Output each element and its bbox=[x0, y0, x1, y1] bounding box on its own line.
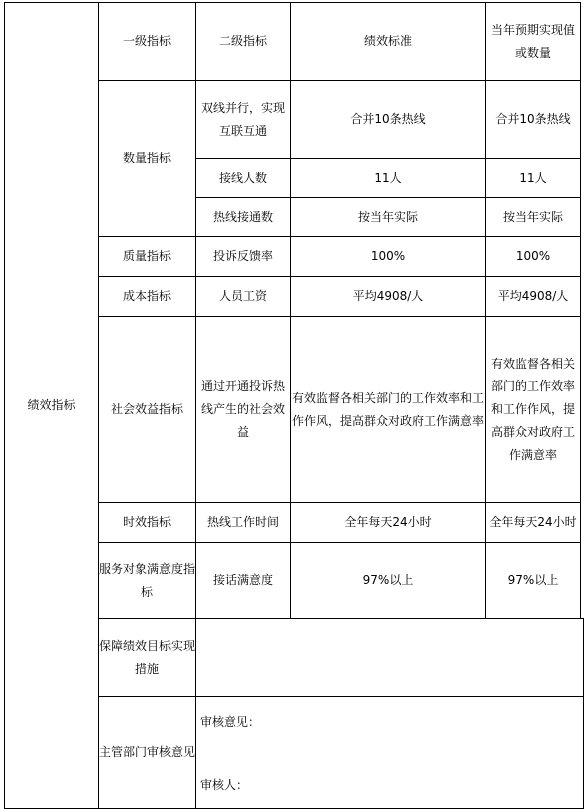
quantity-expected-2: 按当年实际 bbox=[486, 198, 581, 237]
review-label: 主管部门审核意见 bbox=[99, 697, 196, 809]
quantity-level2-0: 双线并行，实现互联互通 bbox=[196, 81, 291, 159]
header-expected: 当年预期实现值或数量 bbox=[486, 3, 581, 81]
section-label-performance: 绩效指标 bbox=[5, 3, 99, 809]
quantity-expected-0: 合并10条热线 bbox=[486, 81, 581, 159]
social-expected: 有效监督各相关部门的工作效率和工作作风，提高群众对政府工作满意率 bbox=[486, 317, 581, 503]
header-standard: 绩效标准 bbox=[291, 3, 486, 81]
satisfaction-label: 服务对象满意度指标 bbox=[99, 543, 196, 619]
review-opinion-label: 审核意见： bbox=[200, 715, 261, 729]
quantity-label: 数量指标 bbox=[99, 81, 196, 237]
header-level2: 二级指标 bbox=[196, 3, 291, 81]
quantity-standard-1: 11人 bbox=[291, 159, 486, 198]
satisfaction-expected: 97%以上 bbox=[486, 543, 581, 619]
guarantee-label: 保障绩效目标实现措施 bbox=[99, 619, 196, 697]
guarantee-content bbox=[196, 619, 584, 697]
quality-standard: 100% bbox=[291, 237, 486, 277]
cost-label: 成本指标 bbox=[99, 277, 196, 317]
quality-label: 质量指标 bbox=[99, 237, 196, 277]
table-header-row bbox=[5, 3, 584, 81]
satisfaction-level2: 接话满意度 bbox=[196, 543, 291, 619]
social-label: 社会效益指标 bbox=[99, 317, 196, 503]
quantity-level2-1: 接线人数 bbox=[196, 159, 291, 198]
review-content bbox=[196, 697, 584, 809]
timeliness-standard: 全年每天24小时 bbox=[291, 503, 486, 543]
timeliness-expected: 全年每天24小时 bbox=[486, 503, 581, 543]
social-level2: 通过开通投诉热线产生的社会效益 bbox=[196, 317, 291, 503]
quantity-expected-1: 11人 bbox=[486, 159, 581, 198]
quantity-standard-2: 按当年实际 bbox=[291, 198, 486, 237]
satisfaction-standard: 97%以上 bbox=[291, 543, 486, 619]
timeliness-level2: 热线工作时间 bbox=[196, 503, 291, 543]
quality-level2: 投诉反馈率 bbox=[196, 237, 291, 277]
quality-expected: 100% bbox=[486, 237, 581, 277]
reviewer-label: 审核人： bbox=[200, 778, 249, 793]
performance-table bbox=[4, 2, 584, 809]
cost-level2: 人员工资 bbox=[196, 277, 291, 317]
cost-standard: 平均4908/人 bbox=[291, 277, 486, 317]
cost-expected: 平均4908/人 bbox=[486, 277, 581, 317]
quantity-standard-0: 合并10条热线 bbox=[291, 81, 486, 159]
timeliness-label: 时效指标 bbox=[99, 503, 196, 543]
social-standard: 有效监督各相关部门的工作效率和工作作风，提高群众对政府工作满意率 bbox=[291, 317, 486, 503]
header-level1: 一级指标 bbox=[99, 3, 196, 81]
quantity-level2-2: 热线接通数 bbox=[196, 198, 291, 237]
